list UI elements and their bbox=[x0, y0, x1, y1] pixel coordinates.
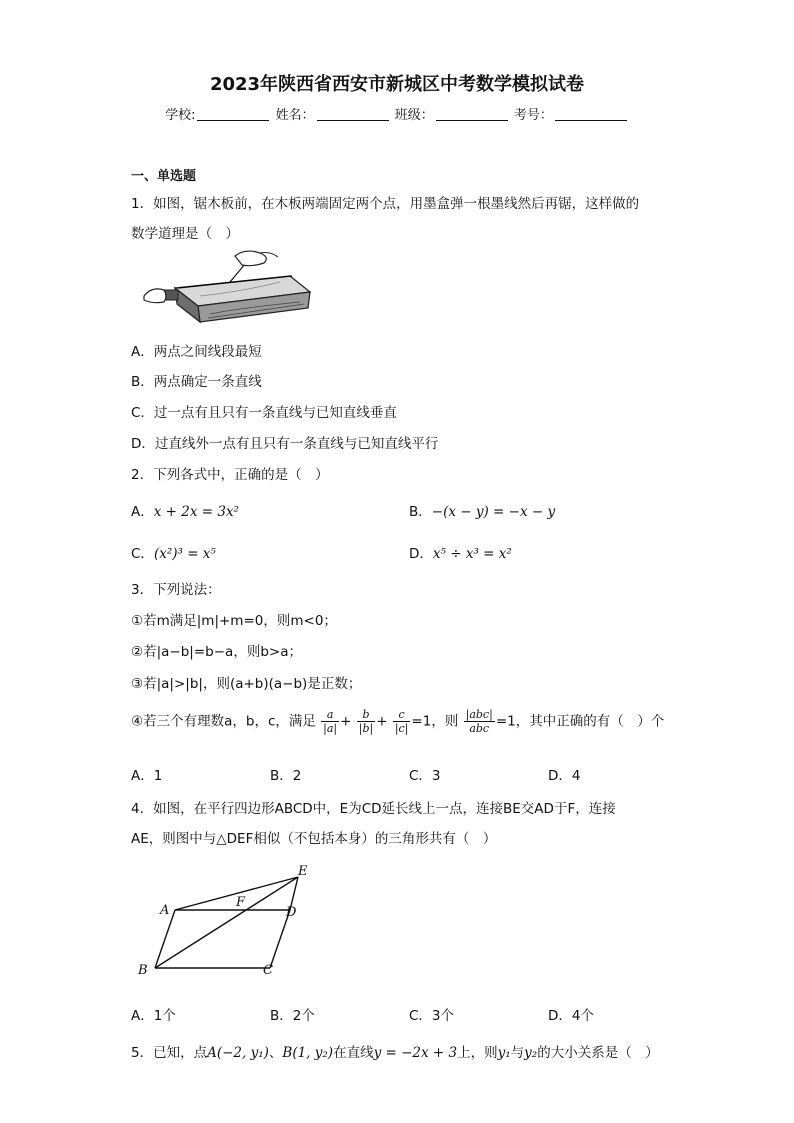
label-D: D bbox=[286, 905, 297, 920]
q2-option-c-label: C． bbox=[131, 546, 154, 562]
q1-option-d[interactable]: D．过直线外一点有且只有一条直线与已知直线平行 bbox=[131, 436, 439, 452]
name-label: 姓名： bbox=[275, 108, 315, 123]
wood-board-figure bbox=[140, 248, 315, 328]
class-label: 班级： bbox=[394, 108, 434, 123]
student-info-row bbox=[0, 104, 794, 123]
q2-option-b-label: B． bbox=[409, 504, 432, 520]
q3-s4-eq: =1，则 bbox=[411, 713, 459, 730]
q2-stem: 2．下列各式中，正确的是（ ） bbox=[131, 467, 329, 483]
section-heading: 一、单选题 bbox=[131, 169, 197, 184]
q3-s4-prefix: ④若三个有理数a，b，c，满足 bbox=[131, 713, 316, 730]
q1-option-a[interactable]: A．两点之间线段最短 bbox=[131, 344, 262, 360]
q4-option-b[interactable]: B．2个 bbox=[270, 1008, 315, 1024]
q2-option-d-label: D． bbox=[409, 546, 433, 562]
school-label: 学校: bbox=[165, 108, 196, 123]
q5-and: 与 bbox=[510, 1045, 525, 1061]
q3-option-d[interactable]: D．4 bbox=[548, 768, 581, 784]
q4-stem-line2: AE，则图中与△DEF相似（不包括本身）的三角形共有（ ） bbox=[131, 831, 497, 847]
name-blank[interactable] bbox=[317, 108, 389, 121]
fraction-b: $\frac{b}{|b|}$ bbox=[358, 708, 374, 735]
label-C: C bbox=[263, 963, 273, 978]
q3-stem: 3．下列说法： bbox=[131, 582, 221, 598]
q2-option-b[interactable] bbox=[409, 500, 555, 520]
q3-statement-3: ③若|a|>|b|，则(a+b)(a−b)是正数； bbox=[131, 676, 362, 692]
q4-option-a[interactable]: A．1个 bbox=[131, 1008, 176, 1024]
q5-tail: 的大小关系是（ ） bbox=[537, 1045, 659, 1061]
class-blank[interactable] bbox=[436, 108, 508, 121]
q1-stem-line1: 1．如图，锯木板前，在木板两端固定两个点，用墨盒弹一根墨线然后再锯，这样做的 bbox=[131, 196, 640, 212]
q4-option-c[interactable]: C．3个 bbox=[409, 1008, 455, 1024]
q5-point-b: B(1, y₂) bbox=[282, 1045, 334, 1061]
q3-s4-suffix: =1，其中正确的有（ ）个 bbox=[495, 713, 665, 730]
label-F: F bbox=[236, 895, 246, 910]
q5-line-expr: y = −2x + 3 bbox=[373, 1045, 458, 1061]
q5-stem bbox=[131, 1041, 659, 1061]
q1-option-c[interactable]: C．过一点有且只有一条直线与已知直线垂直 bbox=[131, 405, 397, 421]
q3-statement-1: ①若m满足|m|+m=0，则m<0； bbox=[131, 613, 337, 629]
q2-option-a-expr: x + 2x = 3x² bbox=[153, 504, 239, 520]
label-E: E bbox=[298, 864, 308, 879]
label-B: B bbox=[138, 963, 148, 978]
q2-option-d-expr: x⁵ ÷ x³ = x² bbox=[432, 546, 512, 562]
fraction-a: $\frac{a}{|a|}$ bbox=[323, 708, 338, 735]
fraction-c: $\frac{c}{|c|}$ bbox=[394, 708, 409, 735]
number-blank[interactable] bbox=[555, 108, 627, 121]
q2-option-d[interactable] bbox=[409, 542, 512, 562]
q1-stem-line2: 数学道理是（ ） bbox=[131, 226, 239, 242]
q2-option-a[interactable] bbox=[131, 500, 239, 520]
q1-option-b[interactable]: B．两点确定一条直线 bbox=[131, 374, 262, 390]
q5-post: 上，则 bbox=[457, 1045, 498, 1061]
q5-middle: 在直线 bbox=[333, 1045, 374, 1061]
school-blank[interactable] bbox=[197, 108, 269, 121]
fraction-abc: $\frac{\text{|abc|}}{\text{abc}}$ bbox=[465, 708, 493, 735]
q2-option-c-expr: (x²)³ = x⁵ bbox=[153, 546, 216, 562]
q5-y2: y₂ bbox=[524, 1045, 538, 1061]
q3-option-a[interactable]: A．1 bbox=[131, 768, 163, 784]
parallelogram-figure bbox=[130, 860, 320, 985]
q3-option-c[interactable]: C．3 bbox=[409, 768, 441, 784]
number-label: 考号： bbox=[513, 108, 553, 123]
q5-y1: y₁ bbox=[497, 1045, 511, 1061]
q5-point-a: A(−2, y₁) bbox=[207, 1045, 269, 1061]
q2-option-b-expr: −(x − y) = −x − y bbox=[431, 504, 556, 520]
q4-stem-line1: 4．如图，在平行四边形ABCD中，E为CD延长线上一点，连接BE交AD于F，连接 bbox=[131, 801, 616, 817]
q2-option-c[interactable] bbox=[131, 542, 216, 562]
q5-separator: 、 bbox=[268, 1045, 283, 1061]
q5-prefix: 5．已知，点 bbox=[131, 1045, 208, 1061]
q3-statement-2: ②若|a−b|=b−a，则b>a； bbox=[131, 644, 302, 660]
label-A: A bbox=[160, 903, 170, 918]
q3-statement-4: ④若三个有理数a，b，c，满足 $\frac{a}{|a|}$ + $\frac{b}{|b|}$ + $\frac{c}{|c|}$ =1，则 $\frac{\text{|abc|}}{\text{abc}}$ =1，其中正确的有（ ）个 bbox=[131, 708, 665, 735]
q4-option-d[interactable]: D．4个 bbox=[548, 1008, 594, 1024]
page-title: 2023年陕西省西安市新城区中考数学模拟试卷 bbox=[209, 74, 585, 95]
q3-option-b[interactable]: B．2 bbox=[270, 768, 302, 784]
q2-option-a-label: A． bbox=[131, 504, 154, 520]
